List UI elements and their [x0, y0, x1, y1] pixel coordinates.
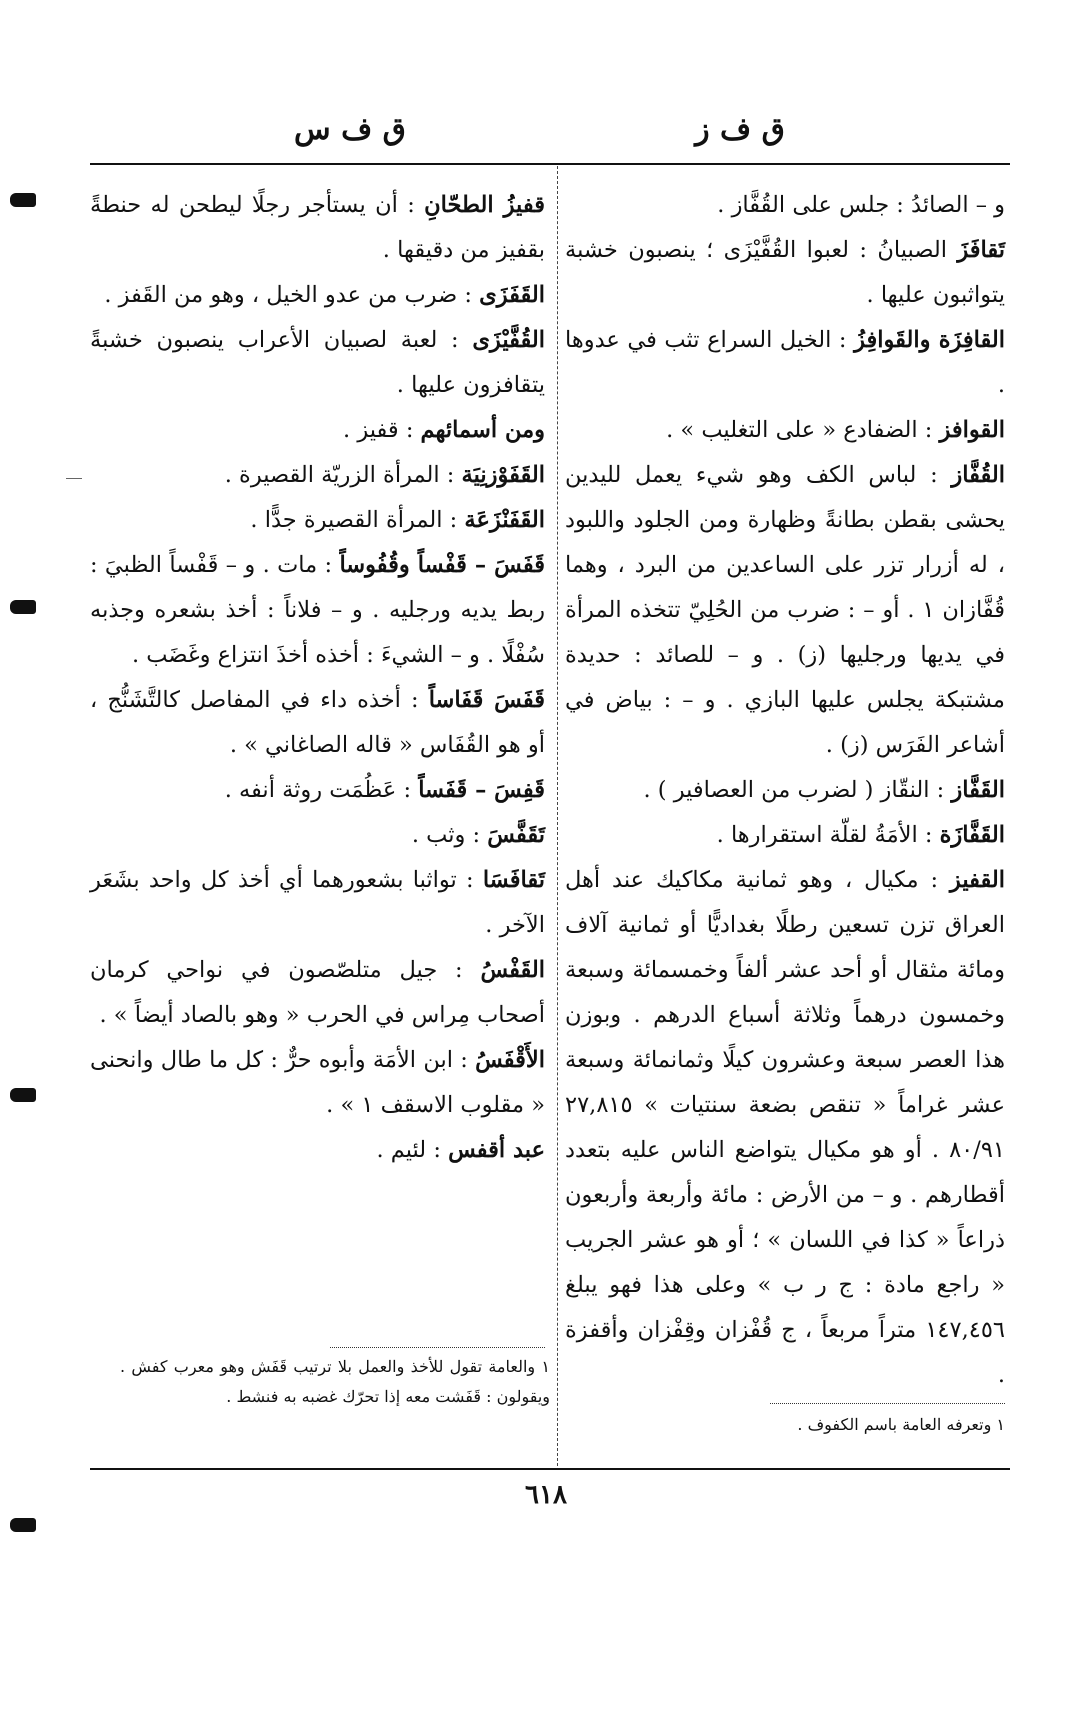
headword: قَفَسَ قَفَاساً — [428, 687, 545, 713]
entry — [90, 543, 545, 678]
left-footnote-separator — [330, 1347, 545, 1348]
headword: القَفَّازَة — [939, 822, 1005, 848]
right-footnote: ١ وتعرفه العامة باسم الكفوف . — [797, 1415, 1005, 1434]
headword: القُفَّاز — [951, 462, 1005, 488]
headword: عبد أقفس — [448, 1137, 545, 1163]
definition: : ضرب من عدو الخيل ، وهو من القَفز . — [104, 282, 480, 308]
left-column — [90, 183, 545, 1173]
right-footnote-separator — [770, 1403, 1005, 1404]
scan-margin-mark — [10, 600, 36, 614]
headword: قفيزُ الطحّانِ — [424, 192, 545, 218]
headword: قَفِسَ – قَفَساً — [418, 777, 545, 803]
scan-margin-mark — [10, 1088, 36, 1102]
definition: : عَظُمَت روثة أنفه . — [224, 777, 419, 803]
definition: : المرأة القصيرة جدًّا . — [250, 507, 465, 533]
headword: القوافز — [939, 417, 1005, 443]
headword: القَفَوْزنِيَة — [461, 462, 545, 488]
headword: تَقَفَّسَ — [487, 822, 545, 848]
entry — [565, 453, 1005, 768]
entry — [90, 1038, 545, 1128]
entry — [565, 228, 1005, 318]
headword: القفيز — [949, 867, 1005, 893]
definition: : قفيز . — [343, 417, 421, 443]
headword: القافِزَة والقَوافِزُ — [854, 327, 1005, 353]
entry — [565, 858, 1005, 1398]
entry — [565, 318, 1005, 408]
definition: : النقّاز ( لضرب من العصافير ) . — [643, 777, 952, 803]
right-column — [565, 183, 1005, 1398]
definition: : أن يستأجر رجلًا ليطحن له حنطةً بقفيز من دقيقها . — [90, 192, 545, 263]
left-column-root-header: ق ف س — [294, 112, 406, 147]
entry — [90, 273, 545, 318]
definition: : جيل متلصّصون في نواحي كرمان أصحاب مِراس في الحرب « وهو بالصاد أيضاً » . — [90, 957, 545, 1028]
definition: : المرأة الزريّة القصيرة . — [224, 462, 462, 488]
headword: ومن أسمائهم — [420, 417, 545, 443]
headword: قَفَسَ – قَفْساً وقُفُوساً — [339, 552, 545, 578]
entry — [565, 408, 1005, 453]
entry — [90, 183, 545, 273]
headword: القَفَّاز — [951, 777, 1005, 803]
right-column-root-header: ق ف ز — [695, 112, 785, 147]
definition: : تواثبا بشعورهما أي أخذ كل واحد بشَعَر الآخر . — [90, 867, 545, 938]
definition: : لعبة لصبيان الأعراب ينصبون خشبةً يتقافزون عليها . — [90, 327, 545, 398]
entry — [90, 813, 545, 858]
left-footnote: ١ والعامة تقول للأخذ والعمل بلا ترتيب قَفَش وهو معرب كفش . ويقولون : قَفَشت معه إذا تحرّك غضبه به فنشط . — [120, 1357, 551, 1406]
entry — [90, 318, 545, 408]
definition: : مكيال ، وهو ثمانية مكاكيك عند أهل العراق تزن تسعين رطلًا بغداديًّا أو ثمانية آلاف ومائة مثقال أو أحد عشر ألفاً وخمسمائة وسبعة وخمسون درهماً وثلاثة أسباع الدرهم . وبوزن هذا العصر سبعة وعشرون كيلًا وثمانمائة وسبعة عشر غراماً « تنقص بضعة سنتيات » ٢٧,٨١٥ ٨٠/٩١ . أو هو مكيال يتواضع الناس عليه بتعدد أقطارهم . و – من الأرض : مائة وأربعة وأربعون ذراعاً « كذا في اللسان » ؛ أو هو عشر الجريب « راجع مادة : ج ر ب » وعلى هذا فهو يبلغ ١٤٧,٤٥٦ متراً مربعاً ، ج قُفْزان وقِفْزان وأقفزة . — [565, 867, 1005, 1388]
headword: القَفَنْزَعَة — [464, 507, 545, 533]
scan-margin-tick — [66, 478, 82, 479]
entry — [90, 858, 545, 948]
entry — [565, 183, 1005, 228]
column-divider — [557, 166, 558, 1466]
entry — [90, 498, 545, 543]
top-rule — [90, 163, 1010, 165]
headword: القُفَّيْزَى — [472, 327, 545, 353]
definition: : الخيل السراع تثب في عدوها . — [565, 327, 1005, 398]
headword: القَفَزَى — [479, 282, 545, 308]
entry — [90, 408, 545, 453]
headword: تَقافَسَا — [482, 867, 545, 893]
entry — [90, 678, 545, 768]
entry — [565, 813, 1005, 858]
scan-margin-mark — [10, 1518, 36, 1532]
headword: تَقافَزَ — [957, 237, 1005, 263]
definition: : الأمَةُ لقلّة استقرارها . — [716, 822, 940, 848]
definition: : أخذه داء في المفاصل كالتَّشَنُّج ، أو هو القُفَاس « قاله الصاغاني » . — [90, 687, 545, 758]
definition: : ابن الأمَة وأبوه حرٌّ : كل ما طال وانحنى « مقلوب الاسقف ١ » . — [90, 1047, 545, 1118]
entry — [90, 453, 545, 498]
definition: : لباس الكف وهو شيء يعمل لليدين يحشى بقطن بطانةً وظهارة ومن الجلود واللبود ، له أزرار تزر على الساعدين من البرد ، وهما قُفَّازان ١ . أو – : ضرب من الحُلِيّ تتخذه المرأة في يديها ورجليها (ز) . و – للصائد : حديدة مشتبكة يجلس عليها البازي . و – : بياض في أشاعر الفَرَس (ز) . — [565, 462, 1005, 758]
definition: : لئيم . — [376, 1137, 449, 1163]
entry — [90, 948, 545, 1038]
page-number: ٦١٨ — [525, 1480, 567, 1510]
headword: الأَقْفَسُ — [475, 1047, 545, 1073]
entry — [90, 1128, 545, 1173]
headword: القَفْسُ — [480, 957, 545, 983]
entry — [565, 768, 1005, 813]
definition: : الضفادع « على التغليب » . — [666, 417, 940, 443]
bottom-rule — [90, 1468, 1010, 1470]
definition: : مات . و – قَفْساً الظبيَ : ربط يديه ورجليه . و – فلاناً : أخذ بشعره وجذبه سُفْلًا . و – الشيءَ : أخذه أخذَ انتزاع وغَضَب . — [90, 552, 545, 668]
definition: الصبيانُ : لعبوا القُفَّيْزَى ؛ ينصبون خشبة يتواثبون عليها . — [565, 237, 1005, 308]
definition: : وثب . — [411, 822, 488, 848]
definition: و – الصائدُ : جلس على القُفَّاز . — [717, 192, 1005, 218]
scan-margin-mark — [10, 193, 36, 207]
entry — [90, 768, 545, 813]
